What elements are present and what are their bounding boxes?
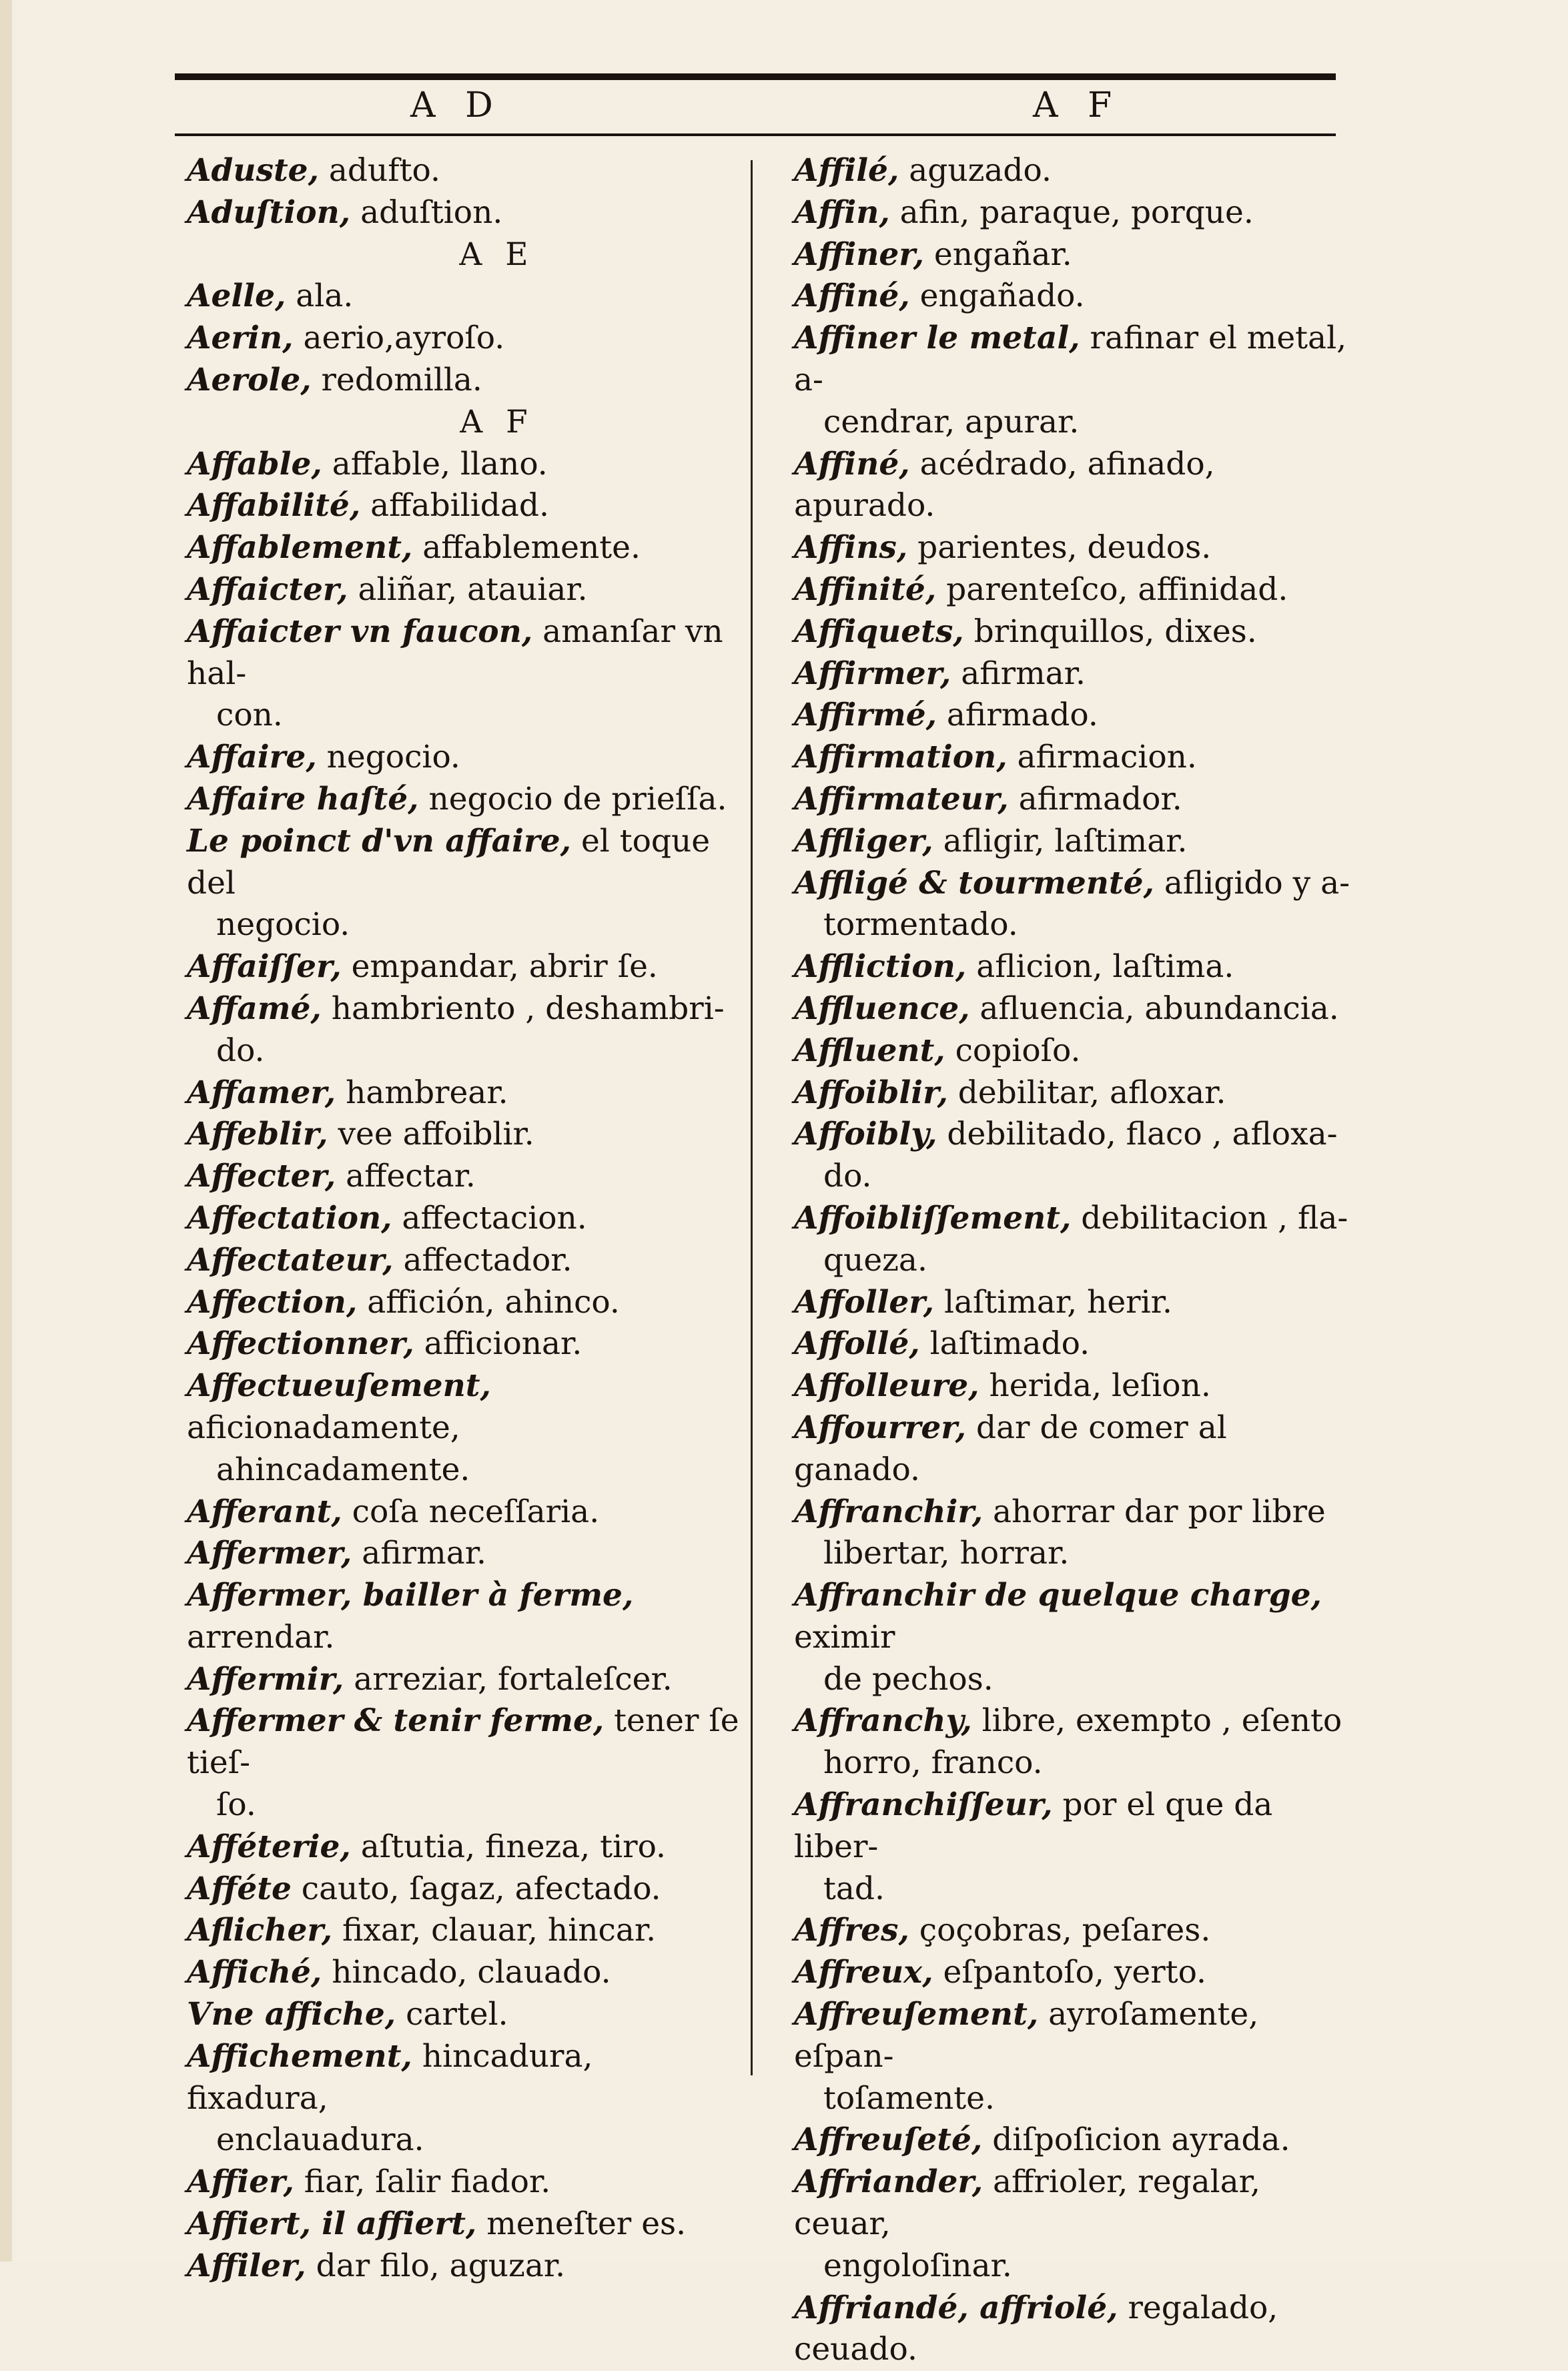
definition: afluencia, abundancia.	[969, 990, 1339, 1027]
dictionary-entry	[187, 1575, 741, 1659]
definition: aduſtion.	[350, 194, 503, 231]
definition: libre, exempto , eſento	[971, 1702, 1342, 1740]
running-head-left: A D	[410, 85, 502, 125]
dictionary-entry	[187, 276, 741, 318]
headword: Aduste,	[187, 152, 319, 189]
dictionary-entry	[187, 1072, 741, 1114]
dictionary-entry	[187, 527, 741, 569]
dictionary-entry	[187, 1198, 741, 1240]
dictionary-entry	[794, 2161, 1354, 2287]
definition: aliñar, atauiar.	[348, 571, 588, 608]
dictionary-entry	[187, 1282, 741, 1324]
dictionary-entry	[794, 276, 1354, 318]
headword: Aduſtion,	[187, 194, 351, 231]
dictionary-entry	[794, 1323, 1354, 1365]
dictionary-entry	[794, 444, 1354, 528]
dictionary-entry	[794, 737, 1354, 779]
section-heading: A F	[460, 403, 534, 440]
definition-continuation: queza.	[823, 1241, 927, 1279]
dictionary-entry	[794, 1407, 1354, 1491]
dictionary-entry	[187, 1491, 741, 1534]
dictionary-entry	[794, 695, 1354, 737]
definition: fiar, ſalir fiador.	[294, 2163, 551, 2201]
definition: arreziar, fortaleſcer.	[344, 1660, 673, 1698]
headword: Affranchiſſeur,	[794, 1786, 1053, 1824]
definition: hambriento , deshambri-	[321, 990, 725, 1027]
dictionary-entry	[794, 1784, 1354, 1910]
headword: Affolleure,	[794, 1367, 979, 1405]
headword: Affecter,	[187, 1158, 336, 1195]
headword: Affichement,	[187, 2037, 412, 2075]
headword: Affaire,	[187, 739, 317, 776]
definition: ayroſamente, eſpan-	[794, 1996, 1259, 2075]
definition: eſpantoſo, yerto.	[933, 1954, 1206, 1991]
headword: Affreuſeté,	[794, 2121, 983, 2159]
headword: Affirmé,	[794, 697, 937, 734]
dictionary-entry	[187, 1240, 741, 1282]
headword: Affiné,	[794, 278, 910, 315]
dictionary-entry	[794, 1072, 1354, 1114]
definition: copioſo.	[945, 1032, 1081, 1069]
dictionary-entry	[794, 569, 1354, 611]
definition: parenteſco, affinidad.	[936, 571, 1288, 608]
dictionary-entry	[794, 1114, 1354, 1198]
dictionary-entry	[187, 192, 741, 234]
definition: hincado, clauado.	[322, 1954, 611, 1991]
definition-continuation: horro, franco.	[823, 1744, 1043, 1782]
headword: Aerin,	[187, 320, 294, 357]
dictionary-entry	[794, 1030, 1354, 1072]
header-rule	[175, 133, 1336, 136]
headword: Affermer & tenir ferme,	[187, 1702, 605, 1740]
dictionary-entry	[794, 2288, 1354, 2371]
definition: laſtimar, herir.	[934, 1283, 1172, 1321]
dictionary-entry	[794, 1282, 1354, 1324]
dictionary-entry	[187, 1156, 741, 1198]
dictionary-entry	[187, 2036, 741, 2161]
definition-continuation: enclauadura.	[216, 2121, 424, 2159]
headword: Affamé,	[187, 990, 322, 1027]
headword: Affectation,	[187, 1199, 392, 1237]
dictionary-entry	[187, 569, 741, 611]
headword: Aelle,	[187, 278, 286, 315]
dictionary-entry	[187, 1994, 741, 2036]
dictionary-entry	[187, 1910, 741, 1952]
definition: cauto, ſagaz, afectado.	[291, 1870, 661, 1907]
definition: afligir, laſtimar.	[933, 822, 1188, 860]
dictionary-entry	[794, 1198, 1354, 1282]
definition-continuation: ſo.	[216, 1786, 256, 1824]
headword: Affiquets,	[794, 613, 964, 650]
headword: Affranchir de quelque charge,	[794, 1577, 1322, 1614]
headword: Affaicter,	[187, 571, 348, 608]
headword: Affoiblir,	[794, 1074, 948, 1111]
headword: Affriander,	[794, 2163, 984, 2201]
definition-continuation: toſamente.	[823, 2079, 995, 2117]
definition: affición, ahinco.	[357, 1283, 620, 1321]
dictionary-entry	[794, 527, 1354, 569]
dictionary-entry	[187, 1952, 741, 1994]
definition: ahorrar dar por libre	[983, 1493, 1326, 1530]
headword: Affermer,	[187, 1535, 352, 1572]
definition: afirmacion.	[1007, 739, 1197, 776]
dictionary-entry	[794, 1910, 1354, 1952]
headword: Affiché,	[187, 1954, 322, 1991]
headword: Affermer, bailler à ferme,	[187, 1577, 634, 1614]
definition-continuation: negocio.	[216, 906, 350, 944]
definition-continuation: engoloſinar.	[823, 2247, 1012, 2284]
dictionary-entry	[187, 485, 741, 527]
definition-continuation: do.	[823, 1158, 872, 1195]
dictionary-entry	[187, 2246, 741, 2288]
dictionary-entry	[187, 779, 741, 821]
headword: Affier,	[187, 2163, 294, 2201]
definition: aguzado.	[899, 152, 1052, 189]
headword: Affliger,	[794, 822, 933, 860]
definition: aficionadamente,	[187, 1409, 460, 1446]
definition: aerio,ayroſo.	[293, 320, 505, 357]
definition: diſpoſicion ayrada.	[982, 2121, 1290, 2159]
headword: Affirmer,	[794, 655, 951, 692]
definition: parientes, deudos.	[907, 529, 1212, 567]
dictionary-entry	[794, 1700, 1354, 1784]
definition: ala.	[286, 278, 354, 315]
headword: Afféte	[187, 1870, 292, 1907]
definition: dar filo, aguzar.	[306, 2247, 566, 2284]
dictionary-entry	[794, 1994, 1354, 2119]
definition: afficionar.	[414, 1325, 582, 1363]
headword: Afferant,	[187, 1493, 342, 1530]
definition: laſtimado.	[919, 1325, 1090, 1363]
dictionary-entry	[187, 150, 741, 192]
dictionary-entry	[187, 1826, 741, 1869]
headword: Affection,	[187, 1283, 358, 1321]
definition: affabilidad.	[360, 487, 549, 525]
dictionary-entry	[794, 192, 1354, 234]
definition: affectar.	[336, 1158, 476, 1195]
dictionary-entry	[187, 988, 741, 1072]
definition: debilitar, afloxar.	[947, 1074, 1226, 1111]
dictionary-entry	[794, 1491, 1354, 1576]
definition-continuation: do.	[216, 1032, 265, 1069]
dictionary-entry	[187, 1114, 741, 1156]
dictionary-entry	[794, 150, 1354, 192]
dictionary-entry	[794, 653, 1354, 695]
definition: aflicion, laſtima.	[966, 948, 1234, 986]
headword: Affiler,	[187, 2247, 306, 2284]
definition-continuation: tormentado.	[823, 906, 1018, 944]
headword: Affeblir,	[187, 1116, 328, 1153]
definition: dar de comer al ganado.	[794, 1409, 1227, 1488]
dictionary-entry	[794, 946, 1354, 988]
definition: fixar, clauar, hincar.	[332, 1912, 657, 1949]
headword: Affectionner,	[187, 1325, 414, 1363]
top-rule	[175, 73, 1336, 80]
definition: affectacion.	[392, 1199, 587, 1237]
definition: negocio de prieſſa.	[418, 780, 727, 817]
definition: affrioler, regalar, ceuar,	[794, 2163, 1260, 2243]
headword: Affirmation,	[794, 739, 1008, 776]
headword: Affirmateur,	[794, 780, 1009, 817]
section-heading: A E	[459, 236, 535, 273]
definition: affectador.	[393, 1241, 572, 1279]
definition: arrendar.	[187, 1618, 335, 1656]
dictionary-entry	[187, 946, 741, 988]
definition: afligido y a-	[1154, 864, 1350, 902]
headword: Affres,	[794, 1912, 909, 1949]
definition: afirmar.	[352, 1535, 486, 1572]
dictionary-entry	[794, 1952, 1354, 1994]
definition: afin, paraque, porque.	[889, 194, 1254, 231]
definition-continuation: de pechos.	[823, 1660, 994, 1698]
definition: redomilla.	[311, 361, 482, 398]
headword: Affliction,	[794, 948, 967, 986]
headword: Affable,	[187, 445, 322, 482]
dictionary-entry	[794, 821, 1354, 863]
headword: Affinité,	[794, 571, 937, 608]
definition: hambrear.	[336, 1074, 508, 1111]
headword: Affectueuſement,	[187, 1367, 491, 1405]
headword: Affaiſſer,	[187, 948, 342, 986]
definition: adufto.	[318, 152, 440, 189]
headword: Aflicher,	[187, 1912, 333, 1949]
headword: Affriandé, affriolé,	[794, 2289, 1118, 2326]
headword: Affiné,	[794, 445, 910, 482]
dictionary-entry	[187, 444, 741, 486]
headword: Affoibliſſement,	[794, 1199, 1072, 1237]
headword: Affligé & tourmenté,	[794, 864, 1154, 902]
headword: Affin,	[794, 194, 890, 231]
headword: Affiner le metal,	[794, 320, 1080, 357]
definition: engañado.	[909, 278, 1085, 315]
dictionary-entry	[187, 821, 741, 946]
running-head-right: A F	[1033, 85, 1122, 125]
definition: engañar.	[923, 236, 1072, 273]
definition: vee affoiblir.	[328, 1116, 534, 1153]
definition-continuation: ahincadamente.	[216, 1451, 470, 1488]
headword: Affranchir,	[794, 1493, 984, 1530]
dictionary-entry	[187, 2161, 741, 2204]
headword: Aerole,	[187, 361, 312, 398]
definition: eximir	[794, 1618, 895, 1656]
headword: Affoibly,	[794, 1116, 937, 1153]
dictionary-entry	[187, 1323, 741, 1365]
definition: coſa neceſſaria.	[342, 1493, 600, 1530]
dictionary-entry	[187, 1869, 741, 1911]
headword: Affiert, il affiert,	[187, 2206, 477, 2243]
headword: Affamer,	[187, 1074, 336, 1111]
headword: Affablement,	[187, 529, 413, 567]
definition: hincadura, fixadura,	[187, 2037, 593, 2117]
headword: Affilé,	[794, 152, 899, 189]
definition: afirmador.	[1008, 780, 1182, 817]
definition: cartel.	[396, 1996, 508, 2033]
dictionary-entry	[187, 1659, 741, 1701]
headword: Affreux,	[794, 1954, 933, 1991]
definition: debilitado, flaco , afloxa-	[937, 1116, 1338, 1153]
dictionary-entry	[187, 360, 741, 402]
dictionary-entry	[794, 611, 1354, 653]
headword: Affourrer,	[794, 1409, 966, 1446]
definition: por el que da liber-	[794, 1786, 1273, 1865]
definition-continuation: con.	[216, 697, 283, 734]
definition: çoçobras, peſares.	[909, 1912, 1211, 1949]
dictionary-entry	[187, 318, 741, 360]
definition: afirmado.	[936, 697, 1098, 734]
headword: Affaire haſté,	[187, 780, 419, 817]
definition-continuation: tad.	[823, 1870, 885, 1907]
headword: Affollé,	[794, 1325, 920, 1363]
headword: Affranchy,	[794, 1702, 972, 1740]
headword: Affabilité,	[187, 487, 361, 525]
dictionary-entry	[187, 1365, 741, 1491]
headword: Affermir,	[187, 1660, 344, 1698]
left-column	[187, 150, 741, 2288]
headword: Affiner,	[794, 236, 924, 273]
definition: rafinar el metal, a-	[794, 320, 1347, 398]
definition: brinquillos, dixes.	[963, 613, 1257, 650]
definition: negocio.	[316, 739, 460, 776]
dictionary-entry	[794, 1365, 1354, 1407]
headword: Vne affiche,	[187, 1996, 396, 2033]
headword: Affoller,	[794, 1283, 935, 1321]
headword: Affaicter vn faucon,	[187, 613, 533, 650]
dictionary-entry	[187, 1700, 741, 1826]
definition: affablemente.	[412, 529, 641, 567]
page-edge	[0, 0, 12, 2262]
dictionary-entry	[794, 318, 1354, 443]
definition: empandar, abrir ſe.	[341, 948, 658, 986]
dictionary-entry	[794, 779, 1354, 821]
dictionary-entry	[794, 1575, 1354, 1700]
headword: Le poinct d'vn affaire,	[187, 822, 572, 860]
headword: Affluent,	[794, 1032, 945, 1069]
headword: Affluence,	[794, 990, 970, 1027]
dictionary-entry	[187, 737, 741, 779]
dictionary-entry	[187, 1533, 741, 1575]
definition: aſtutia, fineza, tiro.	[350, 1828, 666, 1865]
definition: tener ſe tieſ-	[187, 1702, 739, 1782]
definition: debilitacion , fla-	[1071, 1199, 1348, 1237]
headword: Affins,	[794, 529, 908, 567]
right-column	[794, 150, 1354, 2371]
dictionary-entry	[794, 2119, 1354, 2161]
definition: meneſter es.	[476, 2206, 687, 2243]
dictionary-entry	[187, 2204, 741, 2246]
dictionary-entry	[187, 611, 741, 737]
dictionary-entry	[794, 988, 1354, 1030]
definition: regalado, ceuado.	[794, 2289, 1278, 2368]
definition-continuation: libertar, horrar.	[823, 1535, 1070, 1572]
definition: afirmar.	[951, 655, 1086, 692]
definition: amanſar vn hal-	[187, 613, 723, 692]
dictionary-entry	[794, 234, 1354, 276]
headword: Affreuſement,	[794, 1996, 1039, 2033]
definition-continuation: cendrar, apurar.	[823, 403, 1080, 440]
definition: el toque del	[187, 822, 711, 902]
column-divider	[751, 160, 753, 2075]
definition: herida, leſion.	[979, 1367, 1211, 1405]
definition: affable, llano.	[322, 445, 548, 482]
headword: Afféterie,	[187, 1828, 351, 1865]
dictionary-entry	[794, 863, 1354, 947]
headword: Affectateur,	[187, 1241, 394, 1279]
definition: acédrado, afinado, apurado.	[794, 445, 1215, 525]
